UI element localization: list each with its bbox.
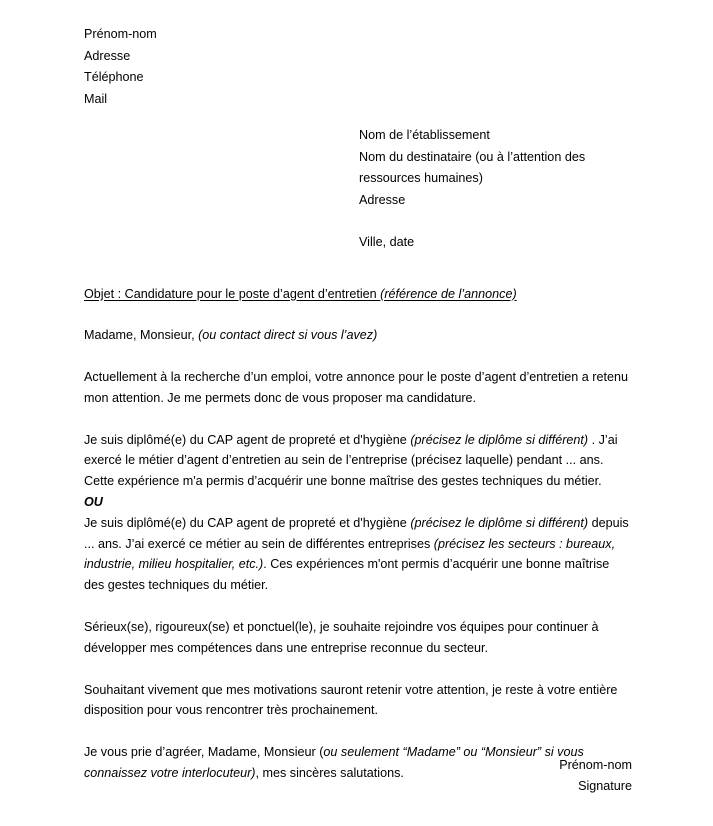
recipient-address: Adresse bbox=[359, 192, 406, 207]
paragraph-intro: Actuellement à la recherche d’un emploi, votre annonce pour le poste d’agent d’entretien a retenu mon attention. Je me permets donc de vous proposer ma candidature. bbox=[84, 370, 628, 405]
spacer bbox=[84, 211, 629, 232]
salutation-main: Madame, Monsieur, bbox=[84, 328, 199, 343]
paragraph-experience-variant-b bbox=[84, 513, 629, 596]
signature-block bbox=[84, 755, 632, 797]
variant-b-part2: depuis ... ans. J’ai exercé ce métier au sein de différentes entreprises bbox=[84, 515, 629, 551]
salutation bbox=[84, 325, 629, 346]
closing-note: ou seulement “Madame” ou “Monsieur” si vous connaissez votre interlocuteur) bbox=[84, 745, 584, 781]
sender-mail: Mail bbox=[84, 91, 108, 106]
variant-a-diploma-note: (précisez le diplôme si différent) bbox=[410, 432, 589, 447]
salutation-note: (ou contact direct si vous l’avez) bbox=[198, 328, 378, 343]
paragraph-experience-variant-a bbox=[84, 430, 629, 492]
closing-part1: Je vous prie d’agréer, Madame, Monsieur ( bbox=[84, 745, 324, 760]
alternative-marker: OU bbox=[84, 495, 103, 510]
sender-name: Prénom-nom bbox=[84, 27, 157, 41]
spacer bbox=[84, 275, 629, 284]
variant-b-diploma-note: (précisez le diplôme si différent) bbox=[410, 515, 589, 530]
spacer bbox=[84, 721, 629, 742]
recipient-block bbox=[359, 125, 627, 211]
spacer bbox=[84, 596, 629, 617]
paragraph-qualities: Sérieux(se), rigoureux(se) et ponctuel(le), je souhaite rejoindre vos équipes pour continuer à développer mes compétences dans une entreprise reconnue du secteur. bbox=[84, 620, 599, 655]
spacer bbox=[84, 254, 629, 275]
spacer bbox=[84, 346, 629, 367]
signature-name: Prénom-nom bbox=[559, 758, 632, 772]
recipient-company: Nom de l’établissement bbox=[359, 128, 490, 142]
recipient-contact: Nom du destinataire (ou à l’attention des ressources humaines) bbox=[359, 149, 586, 185]
sender-phone: Téléphone bbox=[84, 70, 144, 84]
variant-b-part1: Je suis diplômé(e) du CAP agent de propreté et d'hygiène bbox=[84, 515, 411, 530]
variant-a-part1: Je suis diplômé(e) du CAP agent de propreté et d'hygiène bbox=[84, 432, 411, 447]
spacer bbox=[84, 409, 629, 430]
closing-part2: , mes sincères salutations. bbox=[255, 766, 404, 781]
spacer bbox=[84, 304, 629, 325]
variant-b-sectors-note: (précisez les secteurs : bureaux, industrie, milieu hospitalier, etc.) bbox=[84, 536, 616, 572]
sender-address: Adresse bbox=[84, 48, 131, 63]
signature-label: Signature bbox=[578, 779, 632, 793]
subject-main: Objet : Candidature pour le poste d’agent d’entretien bbox=[84, 286, 381, 301]
variant-a-part2: . J’ai exercé le métier d’agent d’entretien au sein de l’entreprise (précisez laquelle) pendant ... ans. Cette expérience m'a permis d’acquérir une bonne maîtrise des gestes techniques du métier. bbox=[84, 432, 618, 489]
variant-b-part3: . Ces expériences m'ont permis d’acquérir une bonne maîtrise des gestes techniques du métier. bbox=[84, 557, 610, 593]
city-date: Ville, date bbox=[359, 235, 415, 249]
spacer bbox=[84, 659, 629, 680]
subject-reference-note: (référence de l’annonce) bbox=[380, 286, 517, 301]
paragraph-availability: Souhaitant vivement que mes motivations sauront retenir votre attention, je reste à votre entière disposition pour vous rencontrer très prochainement. bbox=[84, 682, 618, 718]
spacer bbox=[84, 110, 629, 125]
letter-body bbox=[84, 24, 629, 784]
sender-block bbox=[84, 24, 629, 110]
subject-line bbox=[84, 284, 629, 305]
